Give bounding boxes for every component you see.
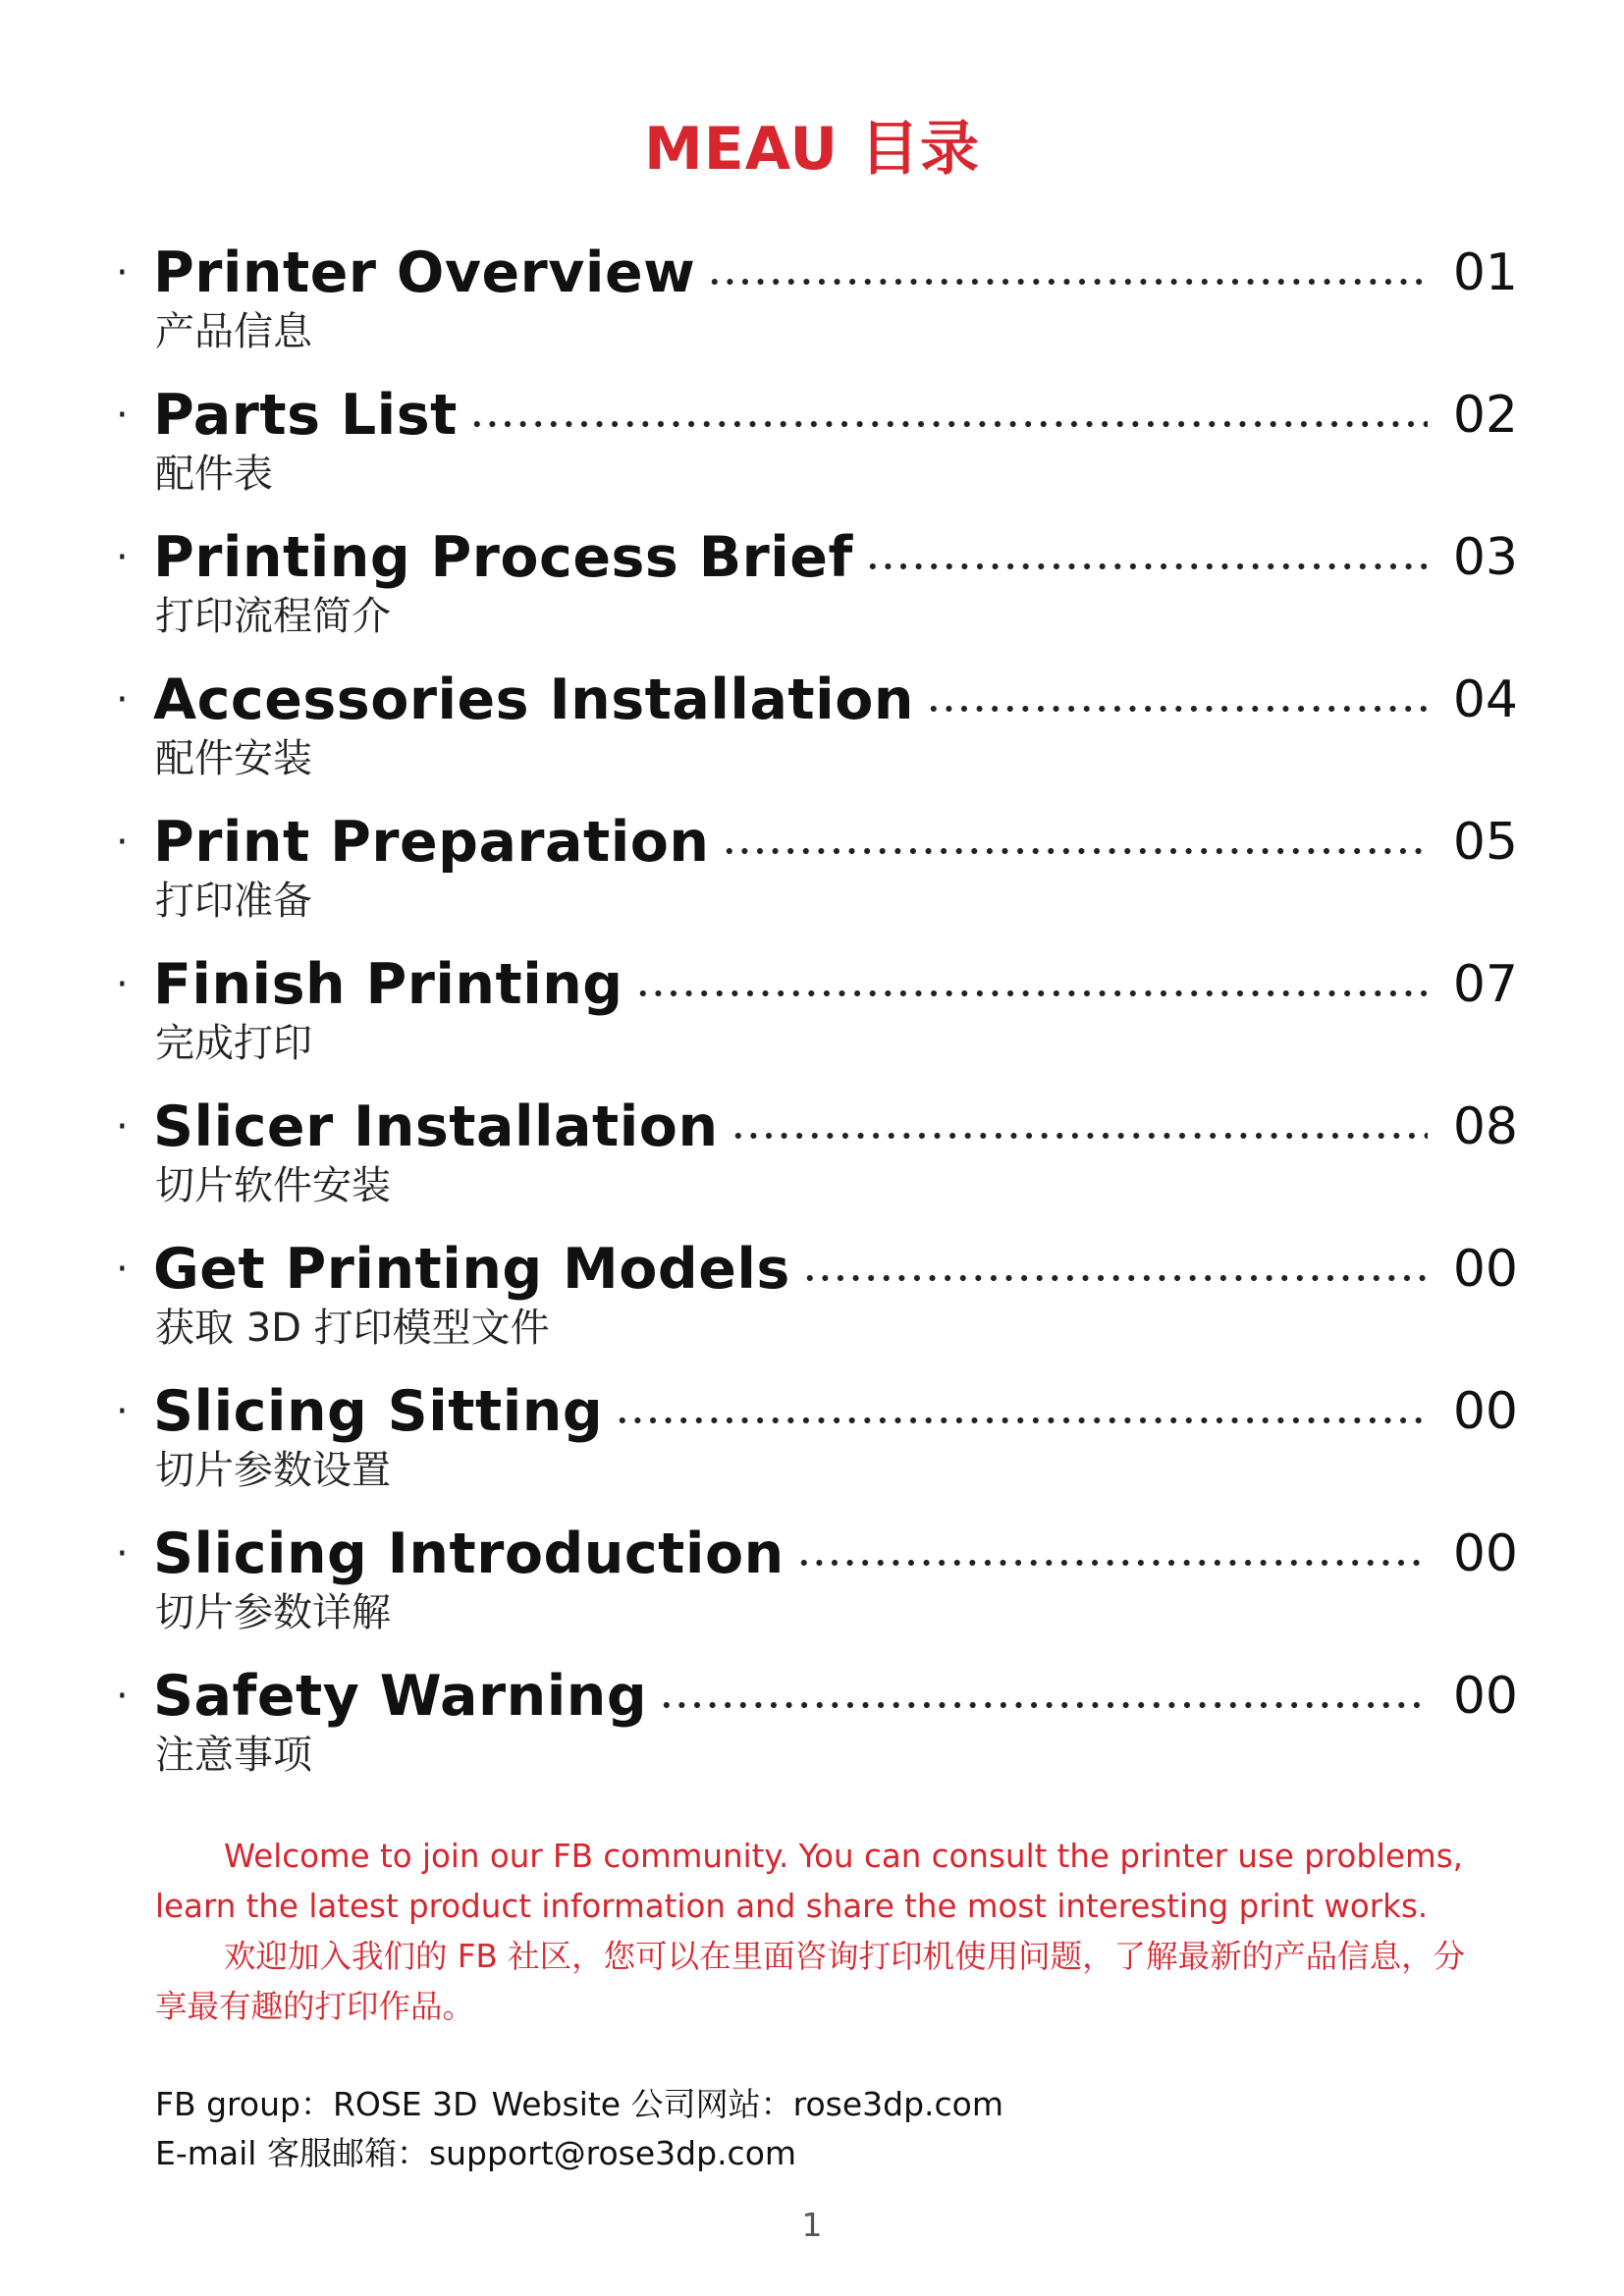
toc-entry-page: 05 (1452, 813, 1518, 872)
contact-info (155, 2080, 1471, 2178)
toc-entry-subtitle: 切片软件安装 (155, 1163, 391, 1208)
email-text[interactable]: E-mail 客服邮箱：support@rose3dp.com (155, 2134, 797, 2172)
toc-entry-page: 08 (1452, 1097, 1518, 1156)
toc-entry-page: 00 (1452, 1524, 1518, 1583)
bullet-dot-icon: · (116, 1104, 129, 1149)
toc-entry-subtitle: 切片参数详解 (155, 1590, 391, 1635)
dot-leader (615, 1416, 1428, 1424)
toc-entry[interactable] (0, 1659, 1624, 1801)
toc-entry-page: 00 (1452, 1667, 1518, 1726)
toc-entry-page: 00 (1452, 1382, 1518, 1441)
toc-entry[interactable] (0, 236, 1624, 378)
dot-leader (722, 847, 1428, 855)
toc-entry-subtitle: 注意事项 (155, 1733, 312, 1778)
bullet-dot-icon: · (116, 535, 129, 580)
toc-entry-title: Printing Process Brief (153, 525, 853, 590)
contact-line-1 (155, 2080, 1471, 2129)
toc-entry-title: Safety Warning (153, 1664, 648, 1729)
toc-entry-page: 00 (1452, 1240, 1518, 1299)
fb-group-text: FB group：ROSE 3D (155, 2085, 478, 2123)
dot-leader (731, 1132, 1428, 1140)
toc-entry[interactable] (0, 663, 1624, 805)
bullet-dot-icon: · (116, 962, 129, 1007)
dot-leader (659, 1701, 1428, 1709)
toc-entry-title: Printer Overview (153, 240, 696, 305)
toc-entry-title: Accessories Installation (153, 667, 914, 732)
toc-entry-subtitle: 打印准备 (155, 879, 312, 924)
bullet-dot-icon: · (116, 677, 129, 722)
toc-entry[interactable] (0, 1517, 1624, 1659)
bullet-dot-icon: · (116, 250, 129, 295)
toc-entry-page: 03 (1452, 528, 1518, 587)
bullet-dot-icon: · (116, 820, 129, 865)
toc-entry[interactable] (0, 378, 1624, 520)
bullet-dot-icon: · (116, 1674, 129, 1719)
toc-entry-page: 04 (1452, 670, 1518, 729)
bullet-dot-icon: · (116, 1247, 129, 1292)
toc-entry-title: Finish Printing (153, 952, 623, 1017)
dot-leader (707, 278, 1428, 286)
community-text-chinese: 欢迎加入我们的 FB 社区，您可以在里面咨询打印机使用问题，了解最新的产品信息，分享最有趣的打印作品。 (155, 1938, 1466, 2025)
dot-leader (802, 1274, 1428, 1282)
toc-entry-subtitle: 配件安装 (155, 736, 312, 781)
toc-entry[interactable] (0, 1232, 1624, 1374)
bullet-dot-icon: · (116, 393, 129, 438)
toc-entry-title: Slicer Installation (153, 1095, 719, 1159)
toc-entry[interactable] (0, 520, 1624, 663)
dot-leader (796, 1559, 1428, 1567)
toc-entry-title: Slicing Sitting (153, 1379, 604, 1444)
toc-entry-subtitle: 完成打印 (155, 1021, 312, 1066)
page-title: MEAU 目录 (644, 115, 980, 184)
toc-entry-title: Get Printing Models (153, 1237, 790, 1302)
toc-entry-subtitle: 配件表 (155, 452, 273, 497)
dot-leader (635, 989, 1428, 997)
toc-entry-page: 01 (1452, 243, 1518, 302)
dot-leader (865, 562, 1428, 570)
toc-entry-title: Parts List (153, 383, 458, 448)
toc-entry[interactable] (0, 1090, 1624, 1232)
toc-entry-title: Slicing Introduction (153, 1522, 785, 1586)
toc-entry[interactable] (0, 947, 1624, 1090)
toc-entry-subtitle: 切片参数设置 (155, 1448, 391, 1493)
toc-entry-title: Print Preparation (153, 810, 710, 875)
community-text-english: Welcome to join our FB community. You can consult the printer use problems, learn the latest product information and share the most interesting print works. (155, 1838, 1463, 1925)
dot-leader (926, 705, 1428, 713)
website-text[interactable]: Website 公司网站：rose3dp.com (491, 2085, 1003, 2123)
bullet-dot-icon: · (116, 1531, 129, 1576)
toc-entry-page: 02 (1452, 386, 1518, 445)
toc-entry-page: 07 (1452, 955, 1518, 1014)
community-invitation (155, 1832, 1471, 2032)
toc-entry-subtitle: 产品信息 (155, 309, 312, 354)
toc-entry[interactable] (0, 1374, 1624, 1517)
page-number: 1 (801, 2206, 823, 2244)
toc-entry-subtitle: 获取 3D 打印模型文件 (155, 1306, 550, 1351)
toc-entry[interactable] (0, 805, 1624, 947)
dot-leader (469, 420, 1428, 428)
bullet-dot-icon: · (116, 1389, 129, 1434)
toc-entry-subtitle: 打印流程简介 (155, 594, 391, 639)
